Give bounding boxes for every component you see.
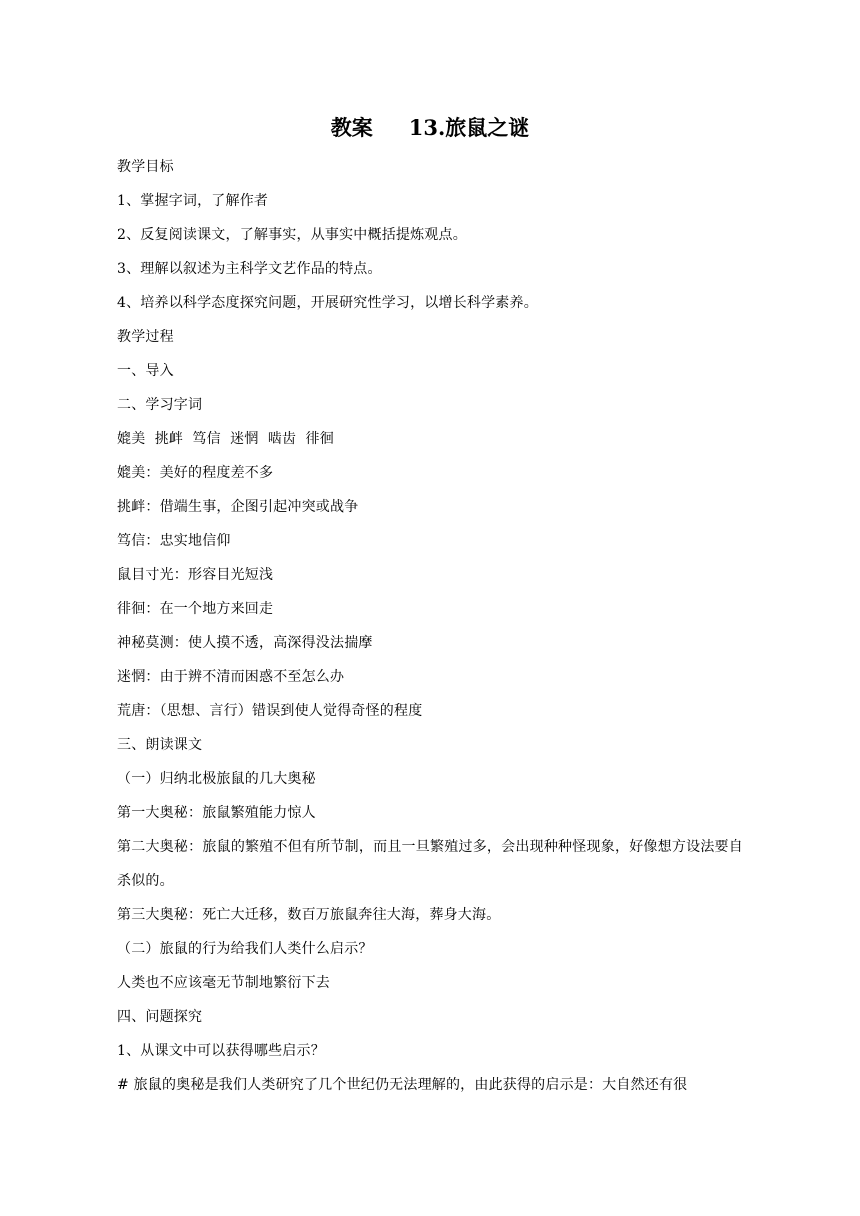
subsection-inspiration: （二）旅鼠的行为给我们人类什么启示？ — [117, 941, 373, 957]
section-heading-teaching-process: 教学过程 — [117, 329, 174, 345]
definition-item: 笃信：忠实地信仰 — [117, 533, 231, 549]
mystery-item-1: 第一大奥秘：旅鼠繁殖能力惊人 — [117, 805, 316, 821]
goal-item-2: 2、反复阅读课文，了解事实，从事实中概括提炼观点。 — [117, 227, 467, 243]
vocabulary-list: 媲美 挑衅 笃信 迷惘 啮齿 徘徊 — [117, 431, 334, 447]
inquiry-answer-1: # 旅鼠的奥秘是我们人类研究了几个世纪仍无法理解的，由此获得的启示是：大自然还有很 — [117, 1077, 688, 1093]
document-title — [0, 112, 860, 144]
definition-item: 鼠目寸光：形容目光短浅 — [117, 567, 274, 583]
definition-item: 迷惘：由于辨不清而困惑不至怎么办 — [117, 669, 345, 685]
mystery-item-3: 第三大奥秘：死亡大迁移，数百万旅鼠奔往大海，葬身大海。 — [117, 907, 501, 923]
mystery-item-2: 第二大奥秘：旅鼠的繁殖不但有所节制，而且一旦繁殖过多，会出现种种怪现象，好像想方设法要自杀似的。 — [117, 839, 743, 889]
title-lesson-plan: 教案 — [330, 115, 373, 140]
definition-item: 神秘莫测：使人摸不透，高深得没法揣摩 — [117, 635, 373, 651]
inquiry-question-1: 1、从课文中可以获得哪些启示？ — [117, 1043, 325, 1059]
subsection-mysteries: （一）归纳北极旅鼠的几大奥秘 — [117, 771, 316, 787]
section-heading-teaching-goals: 教学目标 — [117, 159, 174, 175]
goal-item-1: 1、掌握字词，了解作者 — [117, 193, 269, 209]
goal-item-3: 3、理解以叙述为主科学文艺作品的特点。 — [117, 261, 382, 277]
definition-item: 荒唐：（思想、言行）错误到使人觉得奇怪的程度 — [117, 703, 423, 719]
definition-item: 挑衅：借端生事，企图引起冲突或战争 — [117, 499, 359, 515]
inspiration-answer: 人类也不应该毫无节制地繁衍下去 — [117, 975, 330, 991]
definition-item: 媲美：美好的程度差不多 — [117, 465, 274, 481]
step-introduction: 一、导入 — [117, 363, 174, 379]
step-reading: 三、朗读课文 — [117, 737, 203, 753]
definition-item: 徘徊：在一个地方来回走 — [117, 601, 274, 617]
title-lesson-name: 13.旅鼠之谜 — [408, 115, 530, 140]
step-inquiry: 四、问题探究 — [117, 1009, 203, 1025]
step-vocabulary: 二、学习字词 — [117, 397, 203, 413]
document-body — [117, 150, 743, 1102]
goal-item-4: 4、培养以科学态度探究问题，开展研究性学习，以增长科学素养。 — [117, 295, 538, 311]
